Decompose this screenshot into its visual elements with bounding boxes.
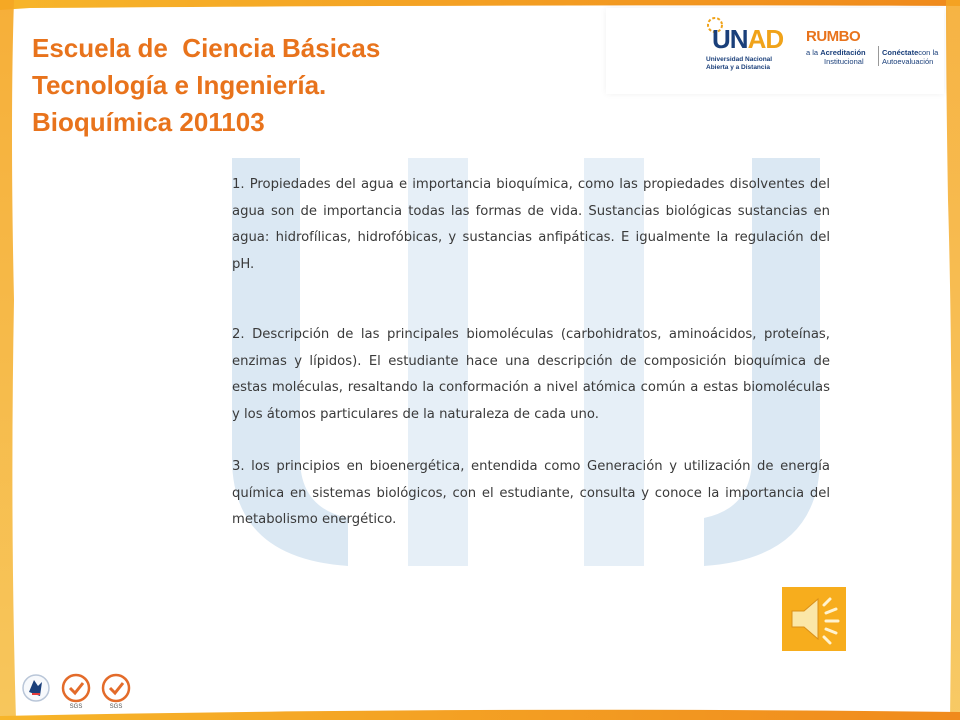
sgs-label-1: SGS [69,704,83,710]
rumbo-divider [878,46,879,66]
speaker-icon [782,587,846,651]
page-title [32,30,380,141]
header-logos [606,8,944,94]
footer-certification-logos [20,670,140,710]
sgs-certification-icon [63,675,89,710]
sgs-certification-icon [103,675,129,710]
rumbo-line1: a la Acreditación [806,48,866,57]
topic-paragraph-2: 2. Descripción de las principales biomoléculas (carbohidratos, aminoácidos, proteínas, enzimas y lípidos). El estudiante hace una descripción de composición bioquímica de estas moléculas, resaltando la conformación a nivel atómica común a estas biomoléculas y los átomos particulares de la naturaleza de cada uno. [232,327,830,422]
topic-paragraph-1: 1. Propiedades del agua e importancia bioquímica, como las propiedades disolventes del agua son de importancia todas las formas de vida. Sustancias biológicas sustancias en agua: hidrofílicas, hidrofóbicas, y sustancias anfipáticas. E igualmente la regulación del pH. [232,177,830,272]
title-line-program: Tecnología e Ingeniería. [32,70,327,100]
topic-list [232,172,830,534]
title-line-school: Escuela de Ciencia Básicas [32,33,381,63]
topic-paragraph-3: 3. los principios en bioenergética, entendida como Generación y utilización de energía química en sistemas biológicos, con el estudiante, consulta y conoce la importancia del metabolismo energético. [232,459,830,527]
sgs-label-2: SGS [109,704,123,710]
content-panel [208,158,844,566]
rumbo-right-line2: Autoevaluación [882,57,934,66]
rumbo-wordmark: RUMBO [806,28,861,45]
rumbo-acreditacion-logo [804,26,944,76]
rumbo-right-line1: Conéctatecon la [882,48,939,57]
colombia-seal-icon [23,675,49,701]
unad-wordmark: UNAD [712,24,784,54]
play-audio-button[interactable] [782,587,846,651]
unad-logo [700,16,784,82]
unad-subtitle: Universidad Nacional Abierta y a Distancia [706,56,773,71]
title-line-course: Bioquímica 201103 [32,107,265,137]
rumbo-line2: Institucional [824,57,864,66]
